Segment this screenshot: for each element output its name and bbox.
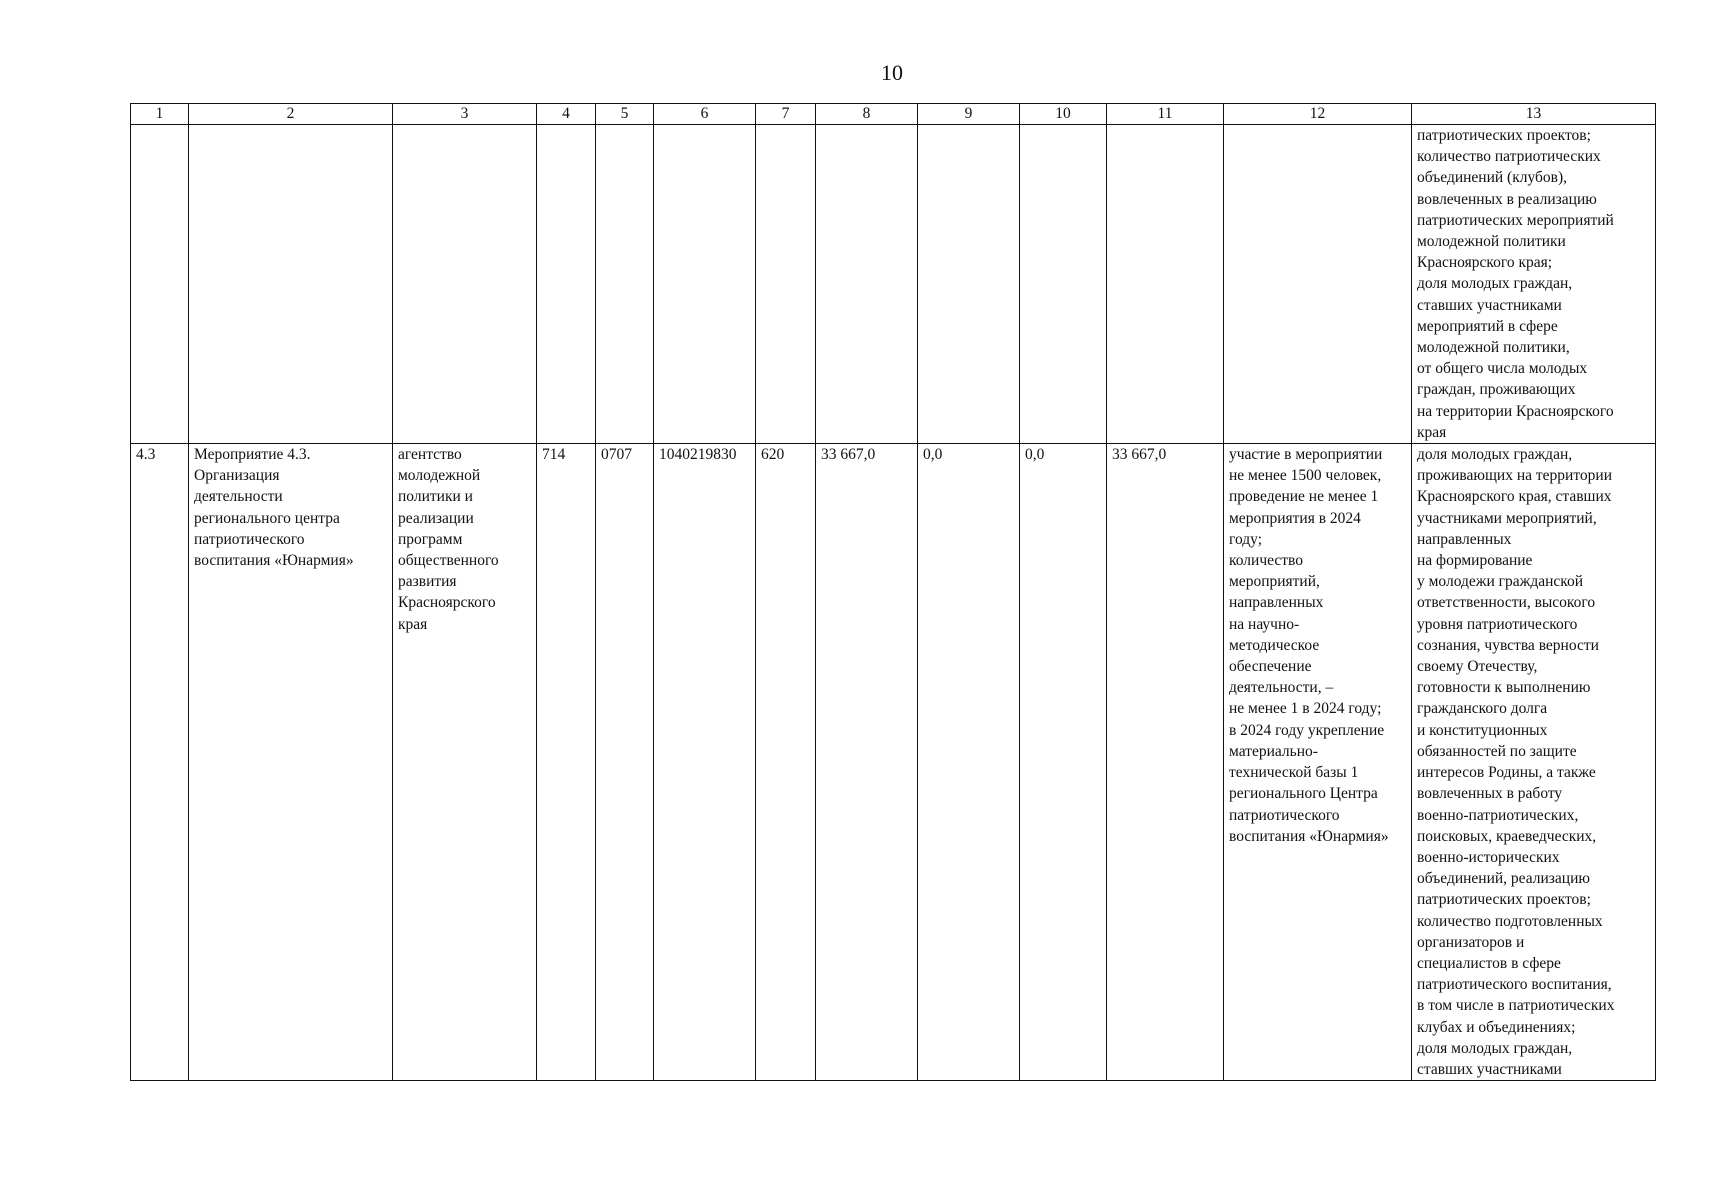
text-line: военно-патриотических, [1417, 806, 1579, 824]
text-line: не менее 1 в 2024 году; [1229, 700, 1382, 718]
expected-result-cell [1224, 444, 1412, 1081]
cell [596, 125, 654, 444]
text-line: проведение не менее 1 [1229, 488, 1379, 506]
amount-year-3: 0,0 [1020, 444, 1107, 1081]
text-line: участие в мероприятии [1229, 446, 1383, 464]
text-line: и конституционных [1417, 721, 1548, 739]
amount-total: 33 667,0 [1107, 444, 1224, 1081]
col-header-9: 9 [918, 104, 1020, 125]
text-line: технической базы 1 [1229, 764, 1359, 782]
text-line: на территории Красноярского [1417, 402, 1614, 420]
text-line: количество подготовленных [1417, 912, 1603, 930]
text-line: методическое [1229, 636, 1320, 654]
cell [537, 125, 596, 444]
indicators-cell-continued [1412, 125, 1656, 444]
col-header-6: 6 [654, 104, 756, 125]
col-header-2: 2 [189, 104, 393, 125]
text-line: патриотических проектов; [1417, 891, 1591, 909]
text-line: реализации [398, 509, 474, 527]
cell [1020, 125, 1107, 444]
cell [393, 125, 537, 444]
cell [1224, 125, 1412, 444]
target-article-code: 1040219830 [654, 444, 756, 1081]
text-line: своему Отечеству, [1417, 658, 1538, 676]
cell [1107, 125, 1224, 444]
text-line: патриотического [194, 530, 305, 548]
budget-table [130, 103, 1656, 1081]
col-header-13: 13 [1412, 104, 1656, 125]
indicators-cell [1412, 444, 1656, 1081]
text-line: организаторов и [1417, 933, 1525, 951]
text-line: количество патриотических [1417, 148, 1601, 166]
text-line: доля молодых граждан, [1417, 275, 1573, 293]
text-line: патриотических проектов; [1417, 127, 1591, 144]
cell [654, 125, 756, 444]
text-line: на научно- [1229, 615, 1300, 633]
text-line: граждан, проживающих [1417, 381, 1576, 399]
text-line: ставших участниками [1417, 296, 1562, 314]
cell [816, 125, 918, 444]
text-line: Мероприятие 4.3. [194, 446, 311, 464]
amount-year-2: 0,0 [918, 444, 1020, 1081]
text-line: патриотического воспитания, [1417, 976, 1612, 994]
text-line: на формирование [1417, 552, 1533, 570]
text-line: Организация [194, 467, 280, 485]
text-line: специалистов в сфере [1417, 954, 1561, 972]
section-code: 0707 [596, 444, 654, 1081]
text-line: ответственности, высокого [1417, 594, 1596, 612]
item-number: 4.3 [131, 444, 189, 1081]
table-row-continuation [131, 125, 1656, 444]
text-line: доля молодых граждан, [1417, 1039, 1573, 1057]
text-line: Красноярского [398, 594, 496, 612]
text-line: в том числе в патриотических [1417, 997, 1615, 1015]
cell [756, 125, 816, 444]
text-line: направленных [1417, 530, 1512, 548]
text-line: объединений (клубов), [1417, 169, 1568, 187]
text-line: регионального Центра [1229, 785, 1378, 803]
amount-year-1: 33 667,0 [816, 444, 918, 1081]
text-line: гражданского долга [1417, 700, 1548, 718]
text-line: Красноярского края, ставших [1417, 488, 1612, 506]
text-line: не менее 1500 человек, [1229, 467, 1382, 485]
grbs-code: 714 [537, 444, 596, 1081]
text-line: ставших участниками [1417, 1060, 1562, 1078]
col-header-7: 7 [756, 104, 816, 125]
col-header-5: 5 [596, 104, 654, 125]
text-line: проживающих на территории [1417, 467, 1612, 485]
text-line: мероприятий в сфере [1417, 317, 1558, 335]
text-line: материально- [1229, 742, 1318, 760]
text-line: патриотического [1229, 806, 1340, 824]
cell [918, 125, 1020, 444]
event-name-cell [189, 444, 393, 1081]
header-row [131, 104, 1656, 125]
text-line: в 2024 году укрепление [1229, 721, 1385, 739]
text-line: участниками мероприятий, [1417, 509, 1597, 527]
text-line: Красноярского края; [1417, 254, 1553, 272]
text-line: году; [1229, 530, 1263, 548]
text-line: клубах и объединениях; [1417, 1018, 1576, 1036]
text-line: мероприятий, [1229, 573, 1320, 591]
text-line: вовлеченных в реализацию [1417, 190, 1597, 208]
text-line: деятельности, – [1229, 679, 1334, 697]
text-line: обеспечение [1229, 658, 1312, 676]
expense-type-code: 620 [756, 444, 816, 1081]
text-line: патриотических мероприятий [1417, 211, 1614, 229]
text-line: воспитания «Юнармия» [194, 552, 354, 570]
cell [131, 125, 189, 444]
text-line: количество [1229, 552, 1303, 570]
text-line: воспитания «Юнармия» [1229, 827, 1389, 845]
text-line: у молодежи гражданской [1417, 573, 1584, 591]
text-line: деятельности [194, 488, 283, 506]
text-line: края [398, 615, 428, 633]
col-header-12: 12 [1224, 104, 1412, 125]
text-line: молодежной [398, 467, 481, 485]
text-line: программ [398, 530, 463, 548]
text-line: доля молодых граждан, [1417, 446, 1573, 464]
text-line: вовлеченных в работу [1417, 785, 1563, 803]
text-line: развития [398, 573, 457, 591]
text-line: обязанностей по защите [1417, 742, 1577, 760]
text-line: сознания, чувства верности [1417, 636, 1599, 654]
text-line: регионального центра [194, 509, 340, 527]
col-header-8: 8 [816, 104, 918, 125]
text-line: интересов Родины, а также [1417, 764, 1596, 782]
table-row-4-3 [131, 444, 1656, 1081]
text-line: направленных [1229, 594, 1324, 612]
page-number: 10 [881, 60, 903, 85]
text-line: от общего числа молодых [1417, 360, 1588, 378]
text-line: молодежной политики, [1417, 339, 1570, 357]
text-line: политики и [398, 488, 473, 506]
col-header-4: 4 [537, 104, 596, 125]
text-line: поисковых, краеведческих, [1417, 827, 1597, 845]
text-line: мероприятия в 2024 [1229, 509, 1361, 527]
text-line: общественного [398, 552, 499, 570]
text-line: уровня патриотического [1417, 615, 1578, 633]
text-line: военно-исторических [1417, 848, 1560, 866]
executor-cell [393, 444, 537, 1081]
col-header-10: 10 [1020, 104, 1107, 125]
col-header-3: 3 [393, 104, 537, 125]
text-line: агентство [398, 446, 462, 464]
text-line: объединений, реализацию [1417, 870, 1590, 888]
text-line: края [1417, 423, 1447, 441]
col-header-11: 11 [1107, 104, 1224, 125]
cell [189, 125, 393, 444]
col-header-1: 1 [131, 104, 189, 125]
text-line: молодежной политики [1417, 233, 1566, 251]
text-line: готовности к выполнению [1417, 679, 1591, 697]
